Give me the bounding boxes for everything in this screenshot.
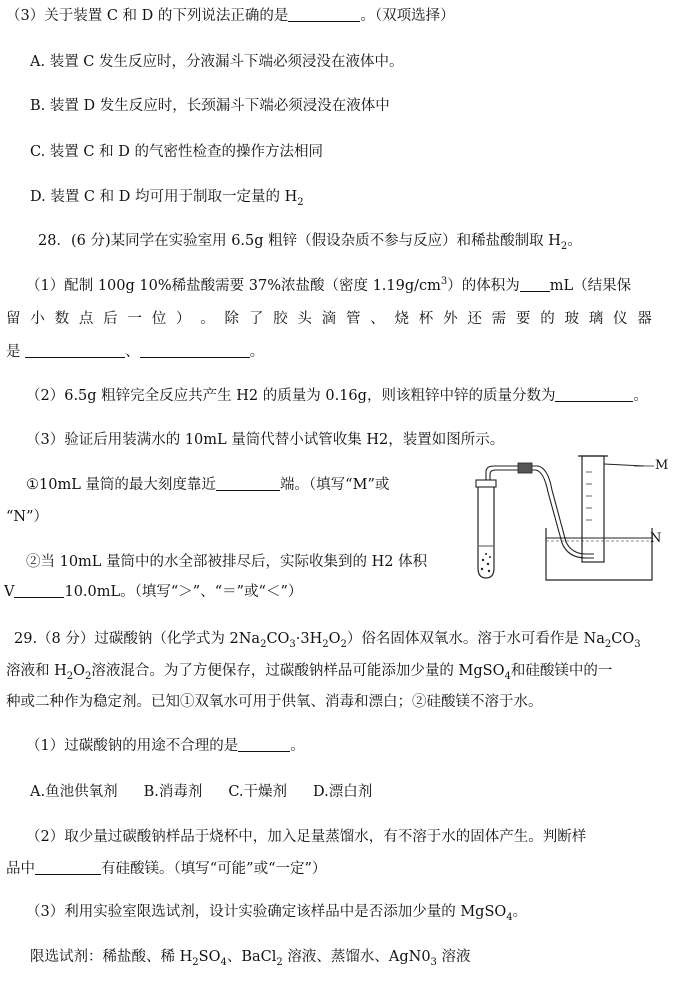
q27-3-stem: （3）关于装置 C 和 D 的下列说法正确的是 。（双项选择） <box>6 5 455 27</box>
q28-part1-line2: 留 小 数 点 后 一 位 ） 。 除 了 胶 头 滴 管 、 烧 杯 外 还 需 要 的 玻 璃 仪 器 <box>6 311 652 327</box>
answer-blank <box>520 275 550 292</box>
q28-part3-2-line1: ②当 10mL 量筒中的水全部被排尽后，实际收集到的 H2 体积 <box>26 554 428 570</box>
q28-part1-line1: （1）配制 100g 10%稀盐酸需要 37%浓盐酸（密度 $1.19g/cm^3$）的体积为 mL（结果保 <box>26 276 632 294</box>
q28-part3-1: ①10mL 量筒的最大刻度靠近 端。（填写“M”或 <box>26 474 389 496</box>
q29-stem-line2: 溶液和 $H_2O_2$溶液混合。为了方便保存，过碳酸钠样品可能添加少量的 MgSO$_4$和硅酸镁中的一 <box>6 663 613 682</box>
answer-blank <box>35 858 101 875</box>
answer-blank <box>25 341 125 358</box>
answer-blank <box>216 474 280 491</box>
q29-part1-options: A.鱼池供氧剂 B.消毒剂 C.干燥剂 D.漂白剂 <box>30 784 373 800</box>
figure-label-m: M <box>655 458 669 473</box>
q28-part2: （2）6.5g 粗锌完全反应共产生 H2 的质量为 0.16g，则该粗锌中锌的质量分数为 。 <box>26 385 648 407</box>
q29-part2-line2: 品中 有硅酸镁。（填写“可能”或“一定”） <box>6 858 326 880</box>
q28-part3-1-line2: “N”） <box>6 509 49 525</box>
q28-part1-line3: 是 、 。 <box>6 341 264 363</box>
q28-part3-2-line2: V 10.0mL。（填写“＞”、“＝”或“＜”） <box>4 581 302 603</box>
answer-blank <box>555 385 633 402</box>
q27-3-option-a: A. 装置 C 发生反应时，分液漏斗下端必须浸没在液体中。 <box>30 54 404 70</box>
q29-stem-line3: 种或二种作为稳定剂。已知①双氧水可用于供氧、消毒和漂白；②硅酸镁不溶于水。 <box>6 694 543 710</box>
answer-blank <box>14 581 64 598</box>
q27-3-option-b: B. 装置 D 发生反应时，长颈漏斗下端必须浸没在液体中 <box>30 98 390 114</box>
figure-label-n: N <box>650 531 662 546</box>
gas-collection-apparatus-figure <box>468 450 668 592</box>
answer-blank <box>238 735 290 752</box>
answer-blank <box>288 5 360 22</box>
q29-reagents: 限选试剂：稀盐酸、稀 $H_2SO_4$、BaCl$_2$ 溶液、蒸馏水、$AgN0_3$ 溶液 <box>30 949 471 968</box>
q28-stem: 28．(6 分)某同学在实验室用 6.5g 粗锌（假设杂质不参与反应）和稀盐酸制取 $H_2$。 <box>38 233 582 252</box>
answer-blank <box>140 341 250 358</box>
q27-3-option-c: C. 装置 C 和 D 的气密性检查的操作方法相同 <box>30 144 323 160</box>
q29-part2-line1: （2）取少量过碳酸钠样品于烧杯中，加入足量蒸馏水，有不溶于水的固体产生。判断样 <box>26 829 587 845</box>
q29-stem-line1: 29.（8 分）过碳酸钠（化学式为 $2Na_2CO_3\cdot 3H_2O_2$）俗名固体双氧水。溶于水可看作是 $Na_2CO_3$ <box>14 631 641 650</box>
q27-3-option-d: D. 装置 C 和 D 均可用于制取一定量的 $H_2$ <box>30 189 304 208</box>
q29-part1: （1）过碳酸钠的用途不合理的是 。 <box>26 735 305 757</box>
q28-part3: （3）验证后用装满水的 10mL 量筒代替小试管收集 H2，装置如图所示。 <box>26 432 505 448</box>
q29-part3: （3）利用实验室限选试剂，设计实验确定该样品中是否添加少量的 MgSO$_4$。 <box>26 904 528 923</box>
